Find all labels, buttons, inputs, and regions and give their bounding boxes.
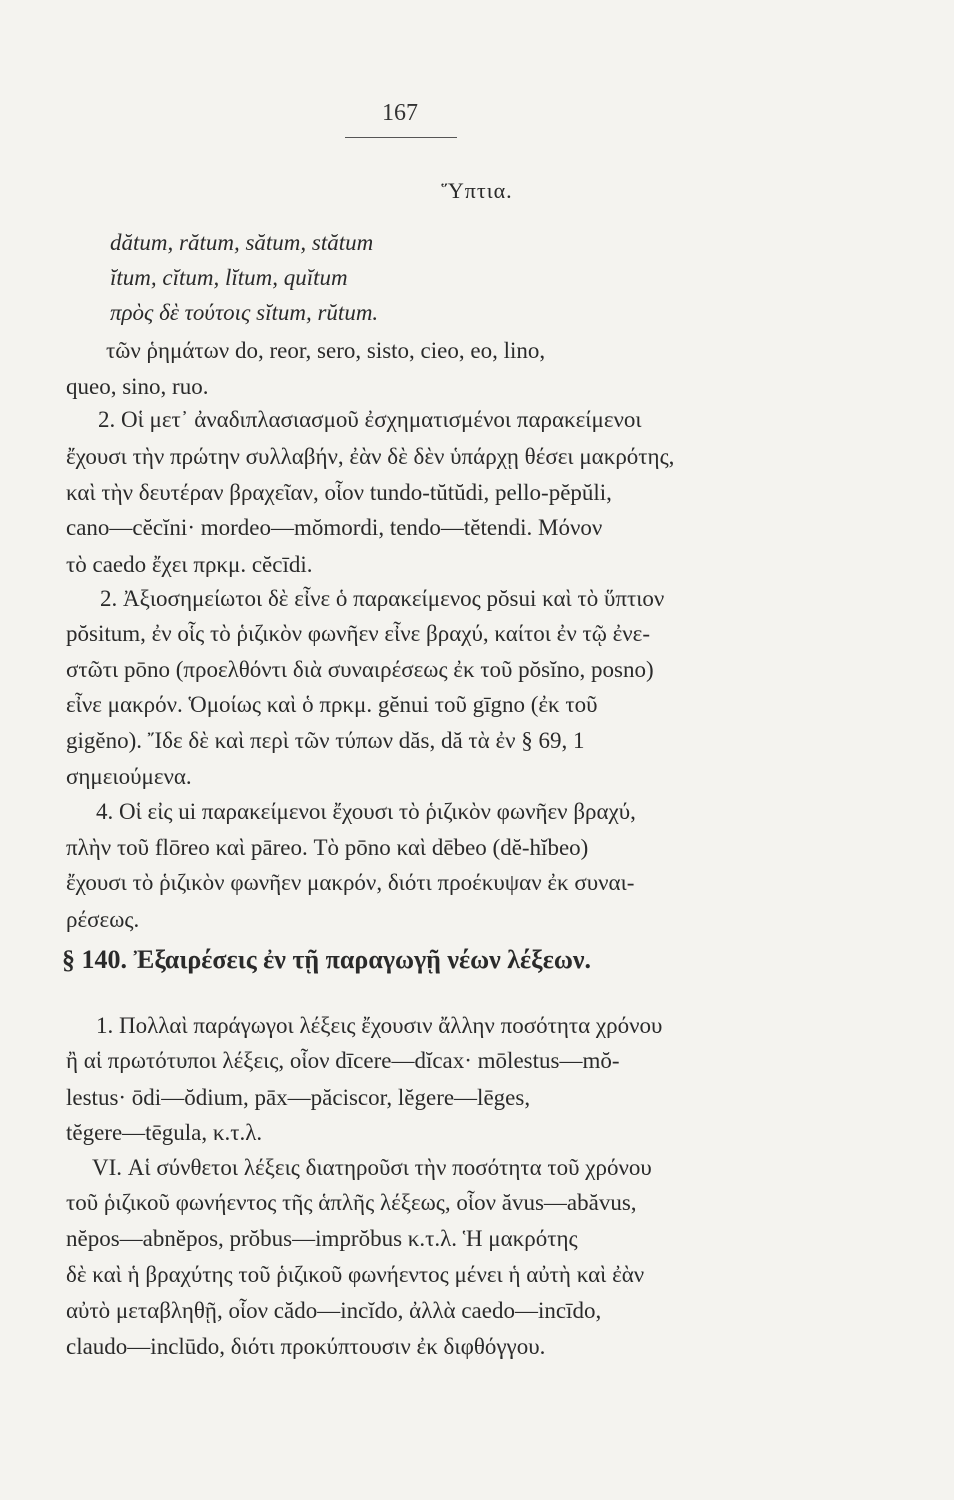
page-number-rule xyxy=(345,137,457,138)
text-line: 2. Οἱ μετ᾽ ἀναδιπλασιασμοῦ ἐσχηματισμένοι παρακείμενοι xyxy=(98,407,642,432)
text-line: 1. Πολλαὶ παράγωγοι λέξεις ἔχουσιν ἄλλην ποσότητα χρόνου xyxy=(96,1013,663,1038)
section-heading: § 140. Ἐξαιρέσεις ἐν τῇ παραγωγῇ νέων λέξεων. xyxy=(62,945,591,974)
text-line: σημειούμενα. xyxy=(66,764,192,789)
text-line: εἶνε μακρόν. Ὁμοίως καὶ ὁ πρκμ. gĕnui τοῦ gīgno (ἐκ τοῦ xyxy=(66,692,598,717)
text-line: πλὴν τοῦ flōreo καὶ pāreo. Τὸ pōno καὶ dēbeo (dĕ-hĭbeo) xyxy=(66,835,589,860)
text-line: ἔχουσι τὴν πρώτην συλλαβήν, ἐὰν δὲ δὲν ὑπάρχῃ θέσει μακρότης, xyxy=(66,444,675,469)
text-line: 4. Οἱ εἰς ui παρακείμενοι ἔχουσι τὸ ῥιζικὸν φωνῆεν βραχύ, xyxy=(96,799,636,824)
text-line: ἢ αἱ πρωτότυποι λέξεις, οἷον dīcere—dĭcax· mōlestus—mŏ- xyxy=(66,1048,620,1073)
verse-line: dătum, rătum, sătum, stătum xyxy=(110,230,374,255)
text-line: queo, sino, ruo. xyxy=(66,374,209,399)
text-line: καὶ τὴν δευτέραν βραχεῖαν, οἷον tundo-tŭtŭdi, pello-pĕpŭli, xyxy=(66,480,612,505)
text-line: αὐτὸ μεταβληθῇ, οἷον cădo—incĭdo, ἀλλὰ caedo—incīdo, xyxy=(66,1298,602,1323)
text-line: στῶτι pōno (προελθόντι διὰ συναιρέσεως ἐκ τοῦ pŏsĭno, posno) xyxy=(66,657,654,682)
text-line: lestus· ōdi—ŏdium, pāx—păciscor, lĕgere—lēges, xyxy=(66,1085,531,1110)
section-title: Ὕπτια. xyxy=(441,178,513,203)
verse-line: πρὸς δὲ τούτοις sĭtum, rŭtum. xyxy=(110,300,379,325)
text-line: τῶν ῥημάτων do, reor, sero, sisto, cieo, eo, lino, xyxy=(106,338,546,363)
page-number: 167 xyxy=(382,100,418,126)
text-line: τὸ caedo ἔχει πρκμ. cĕcīdi. xyxy=(66,552,313,577)
text-line: cano—cĕcĭni· mordeo—mŏmordi, tendo—tĕtendi. Μόνον xyxy=(66,515,603,540)
verse-line: ĭtum, cĭtum, lĭtum, quĭtum xyxy=(110,265,348,290)
text-line: pŏsitum, ἐν οἷς τὸ ῥιζικὸν φωνῆεν εἶνε βραχύ, καίτοι ἐν τῷ ἐνε- xyxy=(66,621,650,646)
text-line: nĕpos—abnĕpos, prŏbus—imprŏbus κ.τ.λ. Ἡ μακρότης xyxy=(66,1226,578,1251)
text-line: tĕgere—tēgula, κ.τ.λ. xyxy=(66,1120,263,1145)
text-line: τοῦ ῥιζικοῦ φωνήεντος τῆς ἁπλῆς λέξεως, οἷον ăvus—abăvus, xyxy=(66,1190,637,1215)
text-line: 2. Ἀξιοσημείωτοι δὲ εἶνε ὁ παρακείμενος pŏsui καὶ τὸ ὕπτιον xyxy=(100,586,665,611)
text-line: claudo—inclūdo, διότι προκύπτουσιν ἐκ διφθόγγου. xyxy=(66,1334,546,1359)
text-line: VI. Αἱ σύνθετοι λέξεις διατηροῦσι τὴν ποσότητα τοῦ χρόνου xyxy=(92,1155,652,1180)
text-line: δὲ καὶ ἡ βραχύτης τοῦ ῥιζικοῦ φωνήεντος μένει ἡ αὐτὴ καὶ ἐὰν xyxy=(66,1262,645,1287)
text-line: gigĕno). Ἴδε δὲ καὶ περὶ τῶν τύπων dăs, dă τὰ ἐν § 69, 1 xyxy=(66,728,585,753)
text-line: ἔχουσι τὸ ῥιζικὸν φωνῆεν μακρόν, διότι προέκυψαν ἐκ συναι- xyxy=(66,870,635,895)
text-line: ρέσεως. xyxy=(66,907,140,932)
